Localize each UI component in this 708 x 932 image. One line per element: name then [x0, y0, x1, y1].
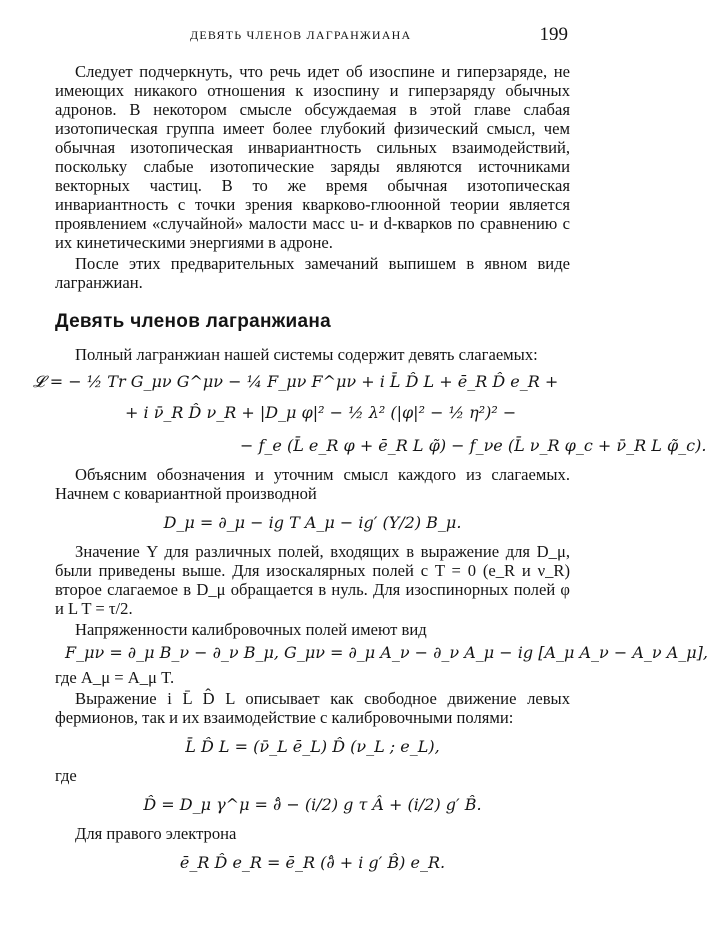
equation-field-strengths: F_μν = ∂_μ B_ν − ∂_ν B_μ, G_μν = ∂_μ A_ν − ∂_ν A_μ − ig [A_μ A_ν − A_ν A_μ],: [65, 643, 708, 662]
paragraph-remarks: После этих предварительных замечаний выпишем в явном виде лагранжиан.: [55, 254, 570, 292]
equation-lagrangian-line-1: 𝓛 = − ½ Tr G_μν G^μν − ¼ F_μν F^μν + i L̄ D̂ L + ē_R D̂ e_R +: [33, 372, 559, 391]
page-header: [0, 24, 600, 48]
paragraph-left-fermions: Выражение i L̄ D̂ L описывает как свободное движение левых фермионов, так и их взаимодействие с калибровочными полями:: [55, 689, 570, 727]
paragraph-notation: Объясним обозначения и уточним смысл каждого из слагаемых. Начнем с ковариантной производной: [55, 465, 570, 503]
paragraph-isospin: Следует подчеркнуть, что речь идет об изоспине и гиперзаряде, не имеющих никакого отношения к изоспину и гиперзаряду обычных адронов. В некотором смысле обсуждаемая в этой главе слабая изотопическая группа имеет более глубокий физический смысл, чем обычная изотопическая инвариантность сильных взаимодействий, поскольку слабые изотопические заряды являются источниками векторных частиц. В то же время обычная изотопическая инвариантность с точки зрения кварково-глюонной теории является проявлением «случайной» малости масс u- и d-кварков по сравнению с их кинетическими энергиями в адроне.: [55, 62, 570, 252]
equation-lagrangian-line-2: + i ν̄_R D̂ ν_R + |D_μ φ|² − ½ λ² (|φ|² − ½ η²)² −: [125, 403, 517, 422]
paragraph-hypercharge: Значение Y для различных полей, входящих в выражение для D_μ, были приведены выше. Для изоскалярных полей с T = 0 (e_R и ν_R) второе слагаемое в D_μ обращается в нуль. Для изоспинорных полей φ и L T = τ/2.: [55, 542, 570, 618]
paragraph-right-electron: Для правого электрона: [75, 824, 237, 843]
equation-covariant-derivative: D_μ = ∂_μ − ig T A_μ − ig′ (Y/2) B_μ.: [163, 513, 462, 532]
section-title: Девять членов лагранжиана: [55, 311, 332, 332]
paragraph-lagrangian-intro: Полный лагранжиан нашей системы содержит девять слагаемых:: [75, 345, 538, 364]
equation-right-electron: ē_R D̂ e_R = ē_R (∂̂ + i g′ B̂) e_R.: [179, 853, 446, 872]
page-body: [33, 62, 708, 882]
equation-d-hat: D̂ = D_μ γ^μ = ∂̂ − (i/2) g τ Â + (i/2) g′ B̂.: [143, 795, 482, 814]
paragraph-field-strength-intro: Напряженности калибровочных полей имеют вид: [75, 620, 427, 639]
page-number: 199: [539, 24, 568, 45]
equation-lagrangian-line-3: − f_e (L̄ e_R φ + ē_R L φ̃) − f_νe (L̄ ν_R φ_c + ν̄_R L φ̃_c).: [240, 436, 707, 455]
equation-left-doublet: L̄ D̂ L = (ν̄_L ē_L) D̂ (ν_L ; e_L),: [185, 737, 440, 756]
paragraph-where-a: где A_μ = A_μ T.: [55, 668, 175, 687]
running-title: ДЕВЯТЬ ЧЛЕНОВ ЛАГРАНЖИАНА: [190, 28, 412, 42]
paragraph-where: где: [55, 766, 77, 785]
